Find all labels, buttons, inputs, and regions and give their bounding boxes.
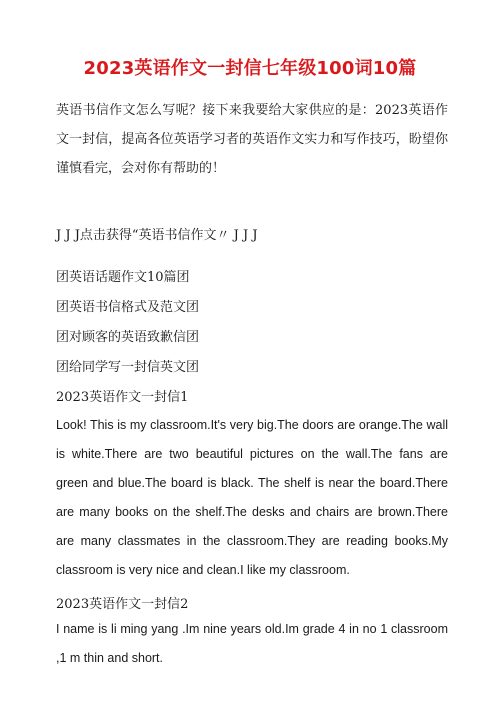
related-link-4[interactable]: 团给同学写一封信英文团 bbox=[56, 360, 200, 375]
essay-body-1: Look! This is my classroom.It's very big.The doors are orange.The wall is white.There are two beautiful pictures on the wall.The fans are green and blue.The board is black. The shelf is near the board.There are many books on the shelf.The desks and chairs are brown.There are many classmates in the classroom.They are reading books.My classroom is very nice and clean.I like my classroom. bbox=[56, 418, 448, 577]
document-title: 2023英语作文一封信七年级100词10篇 bbox=[83, 58, 417, 79]
intro-paragraph: 英语书信作文怎么写呢？接下来我要给大家供应的是：2023英语作文一封信，提高各位英语学习者的英语作文实力和写作技巧，盼望你谨慎看完，会对你有帮助的！ bbox=[56, 103, 448, 176]
related-link-3[interactable]: 团对顾客的英语致歉信团 bbox=[56, 330, 200, 345]
essay-heading-2: 2023英语作文一封信2 bbox=[56, 597, 189, 612]
essay-heading-1: 2023英语作文一封信1 bbox=[56, 390, 189, 405]
related-link-1[interactable]: 团英语话题作文10篇团 bbox=[56, 270, 190, 285]
link-line[interactable]: J J J点击获得“英语书信作文〃 J J J bbox=[56, 228, 258, 243]
essay-body-2: I name is li ming yang .Im nine years old.Im grade 4 in no 1 classroom ,1 m thin and short. bbox=[56, 622, 448, 665]
related-link-2[interactable]: 团英语书信格式及范文团 bbox=[56, 300, 200, 315]
